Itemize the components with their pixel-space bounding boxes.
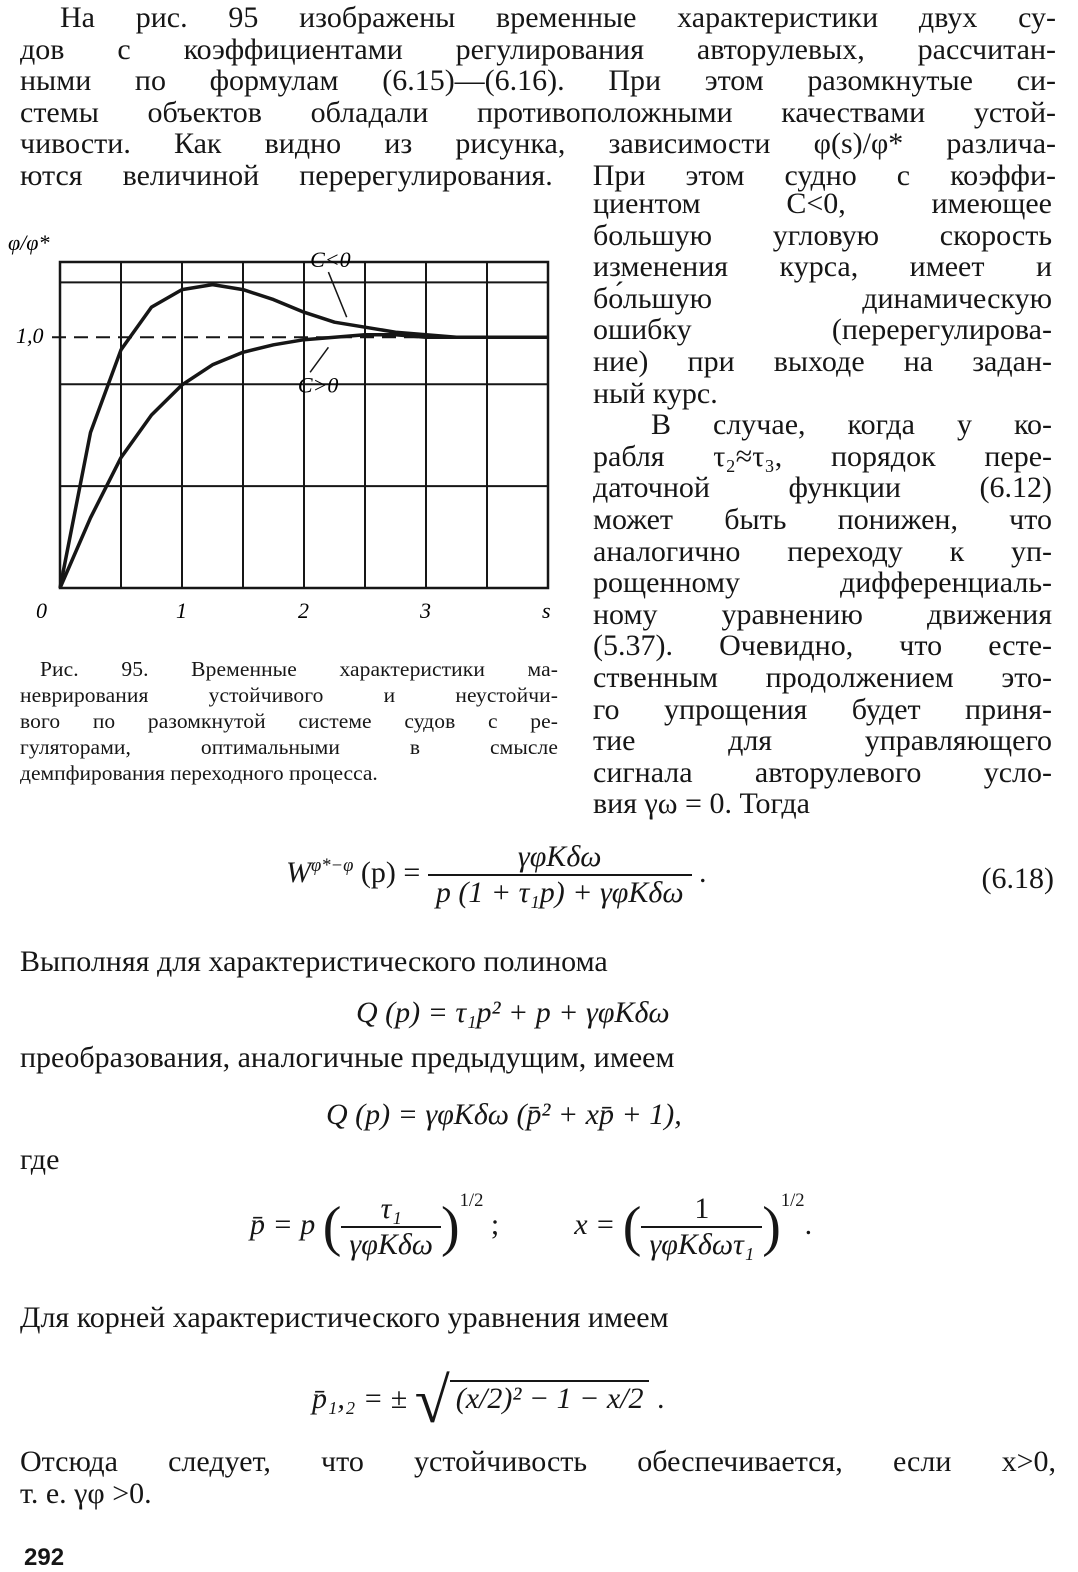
text-line: даточной функции (6.12) bbox=[593, 471, 1052, 505]
text-line: сигнала авторулевого усло- bbox=[593, 755, 1052, 789]
eq-denominator: γφKδω bbox=[349, 1228, 433, 1262]
text-line: Отсюда следует, что устойчивость обеспечивается, если x>0, bbox=[20, 1445, 1056, 1478]
eq-x-lhs: x = bbox=[574, 1208, 616, 1241]
series-label-c-positive: C>0 bbox=[297, 372, 339, 398]
text-line: ными по формулам (6.15)—(6.16). При этом разомкнутые си- bbox=[20, 64, 1056, 98]
eq-tail: . bbox=[699, 855, 707, 889]
text-line: ются величиной перерегулирования. При этом судно с коэффи- bbox=[20, 158, 1056, 192]
text-line: тие для управляющего bbox=[593, 724, 1052, 758]
page-number: 292 bbox=[24, 1544, 65, 1571]
x-tick-label: s bbox=[542, 598, 551, 623]
equation-roots: p̄₁,₂ = ± √ (x/2)² − 1 − x/2 . bbox=[312, 1365, 665, 1436]
text-line: Для корней характеристического уравнения имеем bbox=[20, 1301, 669, 1334]
eq-denominator: γφKδωτ₁ bbox=[649, 1228, 755, 1262]
eq-separator: ; bbox=[490, 1208, 500, 1241]
text-line: чивости. Как видно из рисунка, зависимости φ(s)/φ* различа- bbox=[20, 127, 1056, 161]
eq-radicand: (x/2)² − 1 − x/2 bbox=[450, 1380, 650, 1415]
caption-line: вого по разомкнутой системе судов с ре- bbox=[20, 709, 558, 733]
figure-95-chart bbox=[0, 210, 570, 630]
caption-line: демпфирования переходного процесса. bbox=[20, 761, 378, 785]
eq-numerator: γφKδω bbox=[428, 840, 692, 876]
eq-denominator: p (1 + τ₁p) + γφKδω bbox=[435, 876, 684, 909]
eq-symbol: W bbox=[286, 855, 311, 889]
text-line: т. е. γφ >0. bbox=[20, 1476, 152, 1510]
equation-number: (6.18) bbox=[981, 862, 1054, 895]
text-line: стемы объектов обладали противоположными качествами устой- bbox=[20, 95, 1056, 129]
x-tick-label: 1 bbox=[176, 598, 187, 623]
eq-superscript: φ*−φ bbox=[311, 854, 354, 876]
x-tick-label: 2 bbox=[298, 598, 309, 623]
text-line: преобразования, аналогичные предыдущим, имеем bbox=[20, 1041, 675, 1074]
y-axis-label: φ/φ* bbox=[8, 230, 50, 255]
text-line: циентом C<0, имеющее bbox=[593, 187, 1052, 220]
conclusion-paragraph bbox=[20, 1446, 1056, 1509]
text-line: (5.37). Очевидно, что есте- bbox=[593, 629, 1052, 663]
text-line: где bbox=[20, 1143, 60, 1176]
eq-fraction bbox=[428, 840, 692, 910]
text-line: В случае, когда у ко- bbox=[651, 408, 1052, 442]
eq-lhs: p̄ = p bbox=[250, 1208, 316, 1241]
caption-line: неврирования устойчивого и неустойчи- bbox=[20, 683, 558, 707]
text-line: ный курс. bbox=[593, 376, 718, 410]
right-column bbox=[593, 188, 1052, 820]
text-line: ние) при выходе на задан- bbox=[593, 344, 1052, 378]
eq-fraction bbox=[341, 1192, 441, 1262]
text-line: может быть понижен, что bbox=[593, 502, 1052, 536]
x-tick-label: 3 bbox=[420, 598, 431, 623]
figure-caption bbox=[20, 656, 558, 786]
text-line: дов с коэффициентами регулирования авторулевых, рассчитан- bbox=[20, 32, 1056, 66]
y-tick-label: 1,0 bbox=[16, 323, 44, 349]
eq-lhs: p̄₁,₂ = ± bbox=[312, 1381, 408, 1415]
text-line: ошибку (перерегулирова- bbox=[593, 313, 1052, 347]
text-line: изменения курса, имеет и bbox=[593, 250, 1052, 284]
caption-line: Рис. 95. Временные характеристики ма- bbox=[40, 657, 558, 681]
eq-arg: (p) = bbox=[360, 855, 421, 889]
eq-fraction bbox=[641, 1192, 762, 1262]
text-line: рабля τ₂≈τ₃, порядок пере- bbox=[593, 439, 1052, 473]
text-line: рощенному дифференциаль- bbox=[593, 566, 1052, 600]
x-tick-label: 0 bbox=[36, 598, 47, 623]
eq-exponent: 1/2 bbox=[780, 1190, 805, 1211]
top-paragraph bbox=[20, 2, 1056, 192]
text-line: вия γω = 0. Тогда bbox=[593, 787, 810, 821]
eq-numerator: 1 bbox=[641, 1192, 762, 1228]
caption-line: гуляторами, оптимальными в смысле bbox=[20, 735, 558, 759]
text-line: ственным продолжением это- bbox=[593, 660, 1052, 694]
leader-line bbox=[328, 272, 346, 317]
series-label-c-negative: C<0 bbox=[310, 247, 351, 273]
text-line: На рис. 95 изображены временные характеристики двух су- bbox=[60, 1, 1056, 34]
eq-tail: . bbox=[804, 1208, 813, 1241]
text-line: ному уравнению движения bbox=[593, 597, 1052, 631]
text-line: большую угловую скорость bbox=[593, 218, 1052, 252]
eq-tail: . bbox=[656, 1381, 665, 1415]
text-line: аналогично переходу к уп- bbox=[593, 534, 1052, 568]
text-line: го упрощения будет приня- bbox=[593, 692, 1052, 726]
eq-numerator: τ₁ bbox=[341, 1192, 441, 1228]
text-line: Выполняя для характеристического полинома bbox=[20, 945, 608, 978]
equation-pbar: p̄ = p ( $\frac{\text{τ₁}}{\text{γφKδω}}$ )$^{1/2}$ ; x = ( $\frac{1}{\text{γφKδωτ₁}}$ )$^{1/2}$. bbox=[250, 1190, 813, 1262]
leader-line bbox=[310, 347, 328, 372]
eq-exponent: 1/2 bbox=[459, 1190, 484, 1211]
equation-q1: Q (p) = τ₁p² + p + γφKδω bbox=[356, 996, 670, 1029]
equation-q2: Q (p) = γφKδω (p̄² + xp̄ + 1), bbox=[326, 1098, 682, 1131]
equation-6-18 bbox=[286, 840, 707, 910]
text-line: бо́льшую динамическую bbox=[593, 281, 1052, 315]
